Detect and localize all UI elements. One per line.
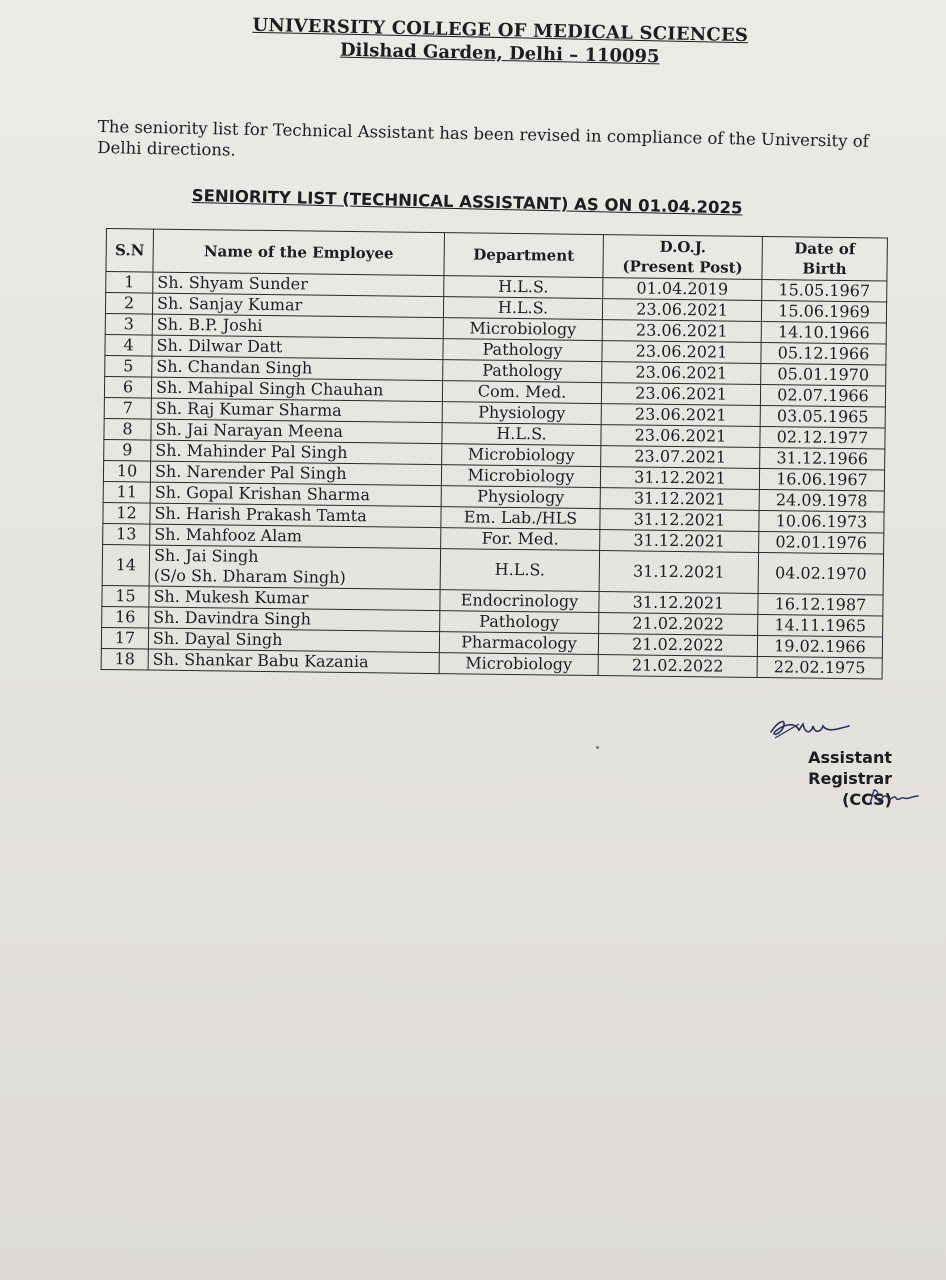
cell-department: H.L.S. (443, 297, 602, 320)
cell-department: Microbiology (442, 444, 601, 467)
cell-department: H.L.S. (444, 276, 603, 299)
cell-department: Microbiology (441, 465, 600, 488)
header-doj-line1: D.O.J. (659, 237, 707, 257)
cell-sn: 11 (103, 481, 150, 503)
cell-doj: 31.12.2021 (600, 488, 759, 511)
cell-doj: 23.07.2021 (601, 446, 760, 469)
cell-sn: 1 (106, 272, 153, 294)
cell-dob: 16.06.1967 (759, 469, 884, 492)
cell-doj: 23.06.2021 (602, 362, 761, 385)
list-title: SENIORITY LIST (TECHNICAL ASSISTANT) AS ON 01.04.2025 (191, 186, 743, 218)
cell-doj: 31.12.2021 (600, 530, 759, 553)
cell-doj: 31.12.2021 (600, 467, 759, 490)
cell-name: Sh. Chandan Singh (152, 356, 443, 381)
cell-department: For. Med. (441, 528, 600, 551)
cell-department: Pathology (440, 611, 599, 634)
cell-name: Sh. Mukesh Kumar (149, 586, 440, 611)
document-header (200, 14, 801, 71)
cell-dob: 22.02.1975 (757, 656, 882, 679)
cell-name: Sh. Shyam Sunder (153, 272, 444, 297)
cell-name: Sh. Raj Kumar Sharma (151, 398, 442, 423)
cell-doj: 23.06.2021 (601, 404, 760, 427)
institution-address: Dilshad Garden, Delhi – 110095 (339, 39, 660, 68)
cell-sn: 12 (103, 502, 150, 524)
cell-dob: 15.06.1969 (761, 301, 886, 324)
cell-department: Endocrinology (440, 590, 599, 613)
cell-name: Sh. Mahipal Singh Chauhan (151, 377, 442, 402)
header-name: Name of the Employee (153, 229, 445, 276)
cell-department: Pharmacology (439, 632, 598, 655)
paper-speck (596, 746, 599, 749)
cell-dob: 10.06.1973 (759, 510, 884, 533)
cell-name: Sh. Narender Pal Singh (150, 461, 441, 486)
cell-dob: 31.12.1966 (760, 448, 885, 471)
cell-doj: 21.02.2022 (599, 613, 758, 636)
seniority-table (101, 228, 888, 680)
table-body (101, 272, 887, 680)
header-doj (603, 235, 763, 280)
cell-sn: 14 (102, 544, 149, 586)
cell-name-line2: (S/o Sh. Dharam Singh) (153, 565, 346, 587)
cell-doj: 23.06.2021 (601, 383, 760, 406)
cell-department: Microbiology (443, 318, 602, 341)
initials (866, 786, 922, 812)
cell-doj: 31.12.2021 (599, 592, 758, 615)
header-dob-line1: Date of (794, 239, 856, 259)
cell-dob: 14.11.1965 (758, 614, 883, 637)
cell-sn: 18 (101, 648, 148, 670)
cell-doj: 31.12.2021 (600, 509, 759, 532)
cell-sn: 9 (104, 439, 151, 461)
cell-sn: 4 (105, 334, 152, 356)
cell-sn: 3 (105, 313, 152, 335)
intro-paragraph: The seniority list for Technical Assistant has been revised in compliance of the University of Delhi directions. (97, 116, 869, 160)
cell-name-line1: Sh. Jai Singh (153, 545, 259, 566)
initials-scribble (866, 786, 922, 808)
cell-dob: 24.09.1978 (759, 490, 884, 513)
cell-doj: 23.06.2021 (602, 320, 761, 343)
cell-name: Sh. Sanjay Kumar (152, 293, 443, 318)
cell-department: H.L.S. (442, 423, 601, 446)
signatory-title: Assistant Registrar (808, 748, 892, 788)
header-sn: S.N (106, 229, 154, 273)
cell-sn: 5 (105, 355, 152, 377)
cell-dob: 19.02.1966 (757, 635, 882, 658)
cell-name: Sh. Mahinder Pal Singh (151, 440, 442, 465)
header-dob (762, 237, 888, 282)
cell-sn: 16 (102, 606, 149, 628)
cell-dob: 04.02.1970 (758, 552, 883, 595)
cell-dob: 03.05.1965 (760, 406, 885, 429)
cell-department: Microbiology (439, 653, 598, 676)
cell-sn: 10 (103, 460, 150, 482)
cell-name: Sh. Mahfooz Alam (150, 524, 441, 549)
institution-name: UNIVERSITY COLLEGE OF MEDICAL SCIENCES (252, 14, 749, 47)
signature (765, 712, 857, 750)
cell-dob: 16.12.1987 (758, 593, 883, 616)
cell-department: Physiology (441, 486, 600, 509)
cell-department: Em. Lab./HLS (441, 507, 600, 530)
cell-department: H.L.S. (440, 549, 599, 592)
seniority-table-wrapper (101, 228, 888, 680)
cell-doj: 23.06.2021 (601, 425, 760, 448)
signatory-unit: (CCS) (842, 790, 892, 809)
cell-doj: 21.02.2022 (598, 634, 757, 657)
cell-dob: 02.12.1977 (760, 427, 885, 450)
cell-dob: 02.07.1966 (760, 385, 885, 408)
cell-doj: 31.12.2021 (599, 551, 758, 594)
cell-doj: 01.04.2019 (603, 278, 762, 301)
cell-doj: 21.02.2022 (598, 655, 757, 678)
cell-name: Sh. Dayal Singh (148, 628, 439, 653)
cell-dob: 15.05.1967 (762, 280, 887, 303)
cell-sn: 13 (103, 523, 150, 545)
cell-name: Sh. Dilwar Datt (152, 335, 443, 360)
cell-sn: 2 (105, 293, 152, 315)
cell-doj: 23.06.2021 (602, 299, 761, 322)
cell-name: Sh. Davindra Singh (149, 607, 440, 632)
cell-dob: 05.01.1970 (761, 364, 886, 387)
cell-dob: 02.01.1976 (759, 531, 884, 554)
cell-department: Pathology (443, 360, 602, 383)
cell-sn: 15 (102, 585, 149, 607)
cell-name: Sh. B.P. Joshi (152, 314, 443, 339)
cell-department: Com. Med. (442, 381, 601, 404)
cell-sn: 8 (104, 418, 151, 440)
signature-scribble (765, 712, 857, 746)
header-department: Department (444, 233, 604, 278)
cell-name: Sh. Gopal Krishan Sharma (150, 482, 441, 507)
cell-name: Sh. Harish Prakash Tamta (150, 503, 441, 528)
cell-dob: 14.10.1966 (761, 322, 886, 345)
cell-dob: 05.12.1966 (761, 343, 886, 366)
cell-name (149, 545, 440, 590)
cell-doj: 23.06.2021 (602, 341, 761, 364)
header-dob-line2: Birth (802, 259, 847, 279)
header-doj-line2: (Present Post) (622, 257, 743, 277)
cell-department: Pathology (443, 339, 602, 362)
cell-sn: 17 (101, 627, 148, 649)
cell-sn: 6 (104, 376, 151, 398)
cell-name: Sh. Shankar Babu Kazania (148, 649, 439, 674)
cell-name: Sh. Jai Narayan Meena (151, 419, 442, 444)
cell-department: Physiology (442, 402, 601, 425)
cell-sn: 7 (104, 397, 151, 419)
